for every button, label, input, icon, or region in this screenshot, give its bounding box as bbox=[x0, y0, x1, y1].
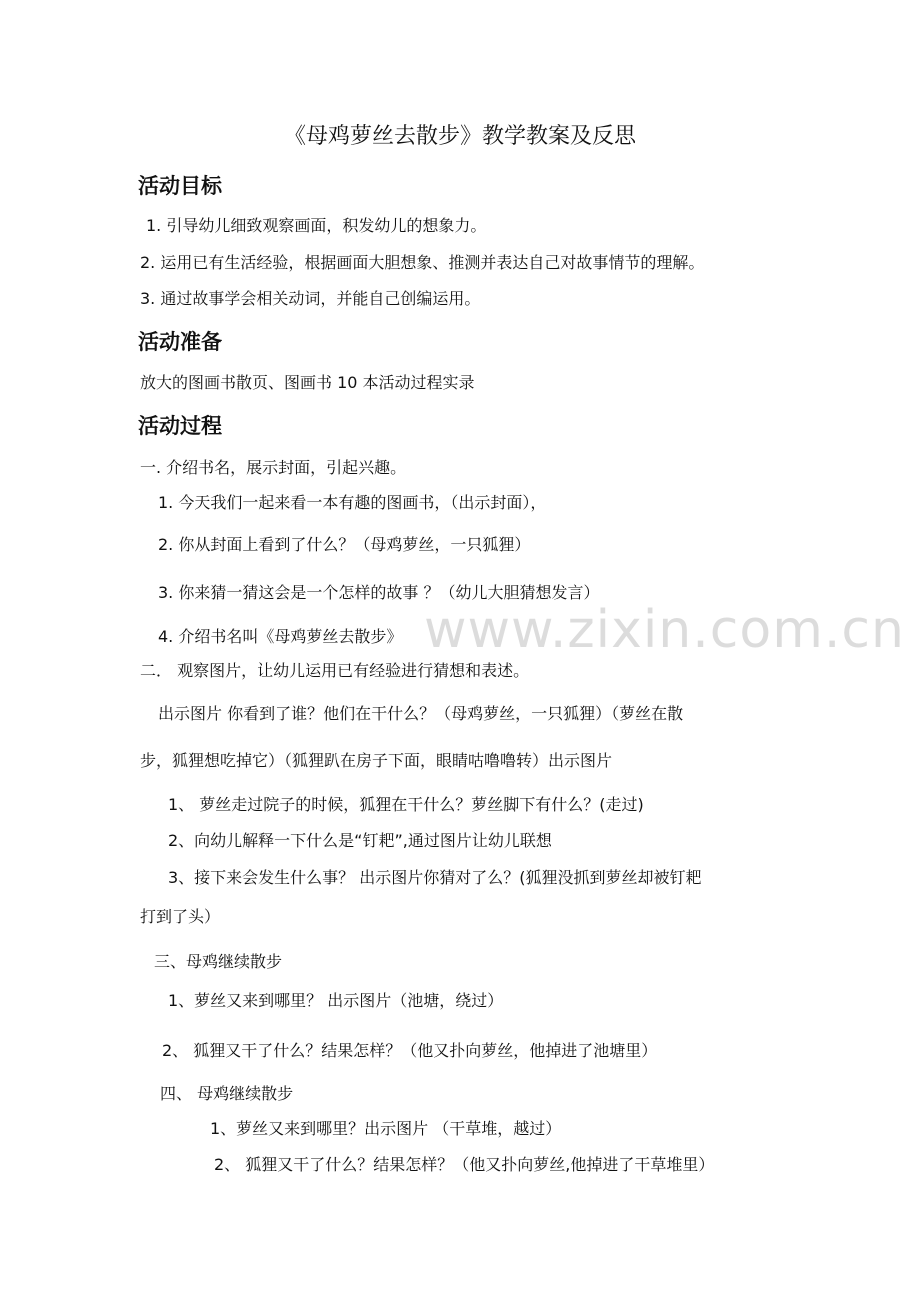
process-line: 4. 介绍书名叫《母鸡萝丝去散步》 bbox=[158, 627, 403, 646]
process-line: 四、 母鸡继续散步 bbox=[160, 1084, 294, 1103]
process-line: 出示图片 你看到了谁？他们在干什么？（母鸡萝丝，一只狐狸）（萝丝在散 bbox=[158, 704, 684, 723]
process-line: 二． 观察图片，让幼儿运用已有经验进行猜想和表述。 bbox=[140, 661, 530, 680]
process-line: 2、 狐狸又干了什么？结果怎样？（他又扑向萝丝,他掉进了干草堆里） bbox=[214, 1155, 715, 1174]
process-line: 3、接下来会发生什么事？ 出示图片你猜对了么？(狐狸没抓到萝丝却被钉耙 bbox=[168, 868, 702, 887]
process-line: 1. 今天我们一起来看一本有趣的图画书，（出示封面）， bbox=[158, 493, 547, 512]
process-line: 3. 你来猜一猜这会是一个怎样的故事 ？（幼儿大胆猜想发言） bbox=[158, 583, 600, 602]
process-line: 步，狐狸想吃掉它）（狐狸趴在房子下面，眼睛咕噜噜转）出示图片 bbox=[140, 751, 613, 770]
heading-prep: 活动准备 bbox=[138, 330, 222, 354]
process-line: 1、萝丝又来到哪里？ 出示图片（池塘，绕过） bbox=[168, 991, 504, 1010]
process-line: 2、 狐狸又干了什么？结果怎样？（他又扑向萝丝，他掉进了池塘里） bbox=[162, 1041, 658, 1060]
goal-item-1: 1. 引导幼儿细致观察画面，积发幼儿的想象力。 bbox=[146, 216, 487, 235]
process-line: 一. 介绍书名，展示封面，引起兴趣。 bbox=[140, 458, 407, 477]
process-line: 2. 你从封面上看到了什么？（母鸡萝丝，一只狐狸） bbox=[158, 535, 531, 554]
process-line: 1、 萝丝走过院子的时候，狐狸在干什么？萝丝脚下有什么？(走过) bbox=[168, 795, 644, 814]
process-line: 2、向幼儿解释一下什么是“钉耙”,通过图片让幼儿联想 bbox=[168, 831, 552, 850]
goal-item-2: 2. 运用已有生活经验，根据画面大胆想象、推测并表达自己对故事情节的理解。 bbox=[140, 253, 705, 272]
watermark: www.zixin.com.cn bbox=[424, 600, 905, 660]
heading-goals: 活动目标 bbox=[138, 174, 222, 198]
process-line: 三、母鸡继续散步 bbox=[154, 952, 283, 971]
document-title: 《母鸡萝丝去散步》教学教案及反思 bbox=[283, 124, 636, 149]
heading-process: 活动过程 bbox=[138, 414, 222, 438]
process-line: 1、萝丝又来到哪里？出示图片 （干草堆，越过） bbox=[210, 1119, 562, 1138]
process-line: 打到了头） bbox=[140, 907, 221, 926]
goal-item-3: 3. 通过故事学会相关动词，并能自己创编运用。 bbox=[140, 289, 481, 308]
prep-text: 放大的图画书散页、图画书 10 本活动过程实录 bbox=[140, 373, 475, 392]
